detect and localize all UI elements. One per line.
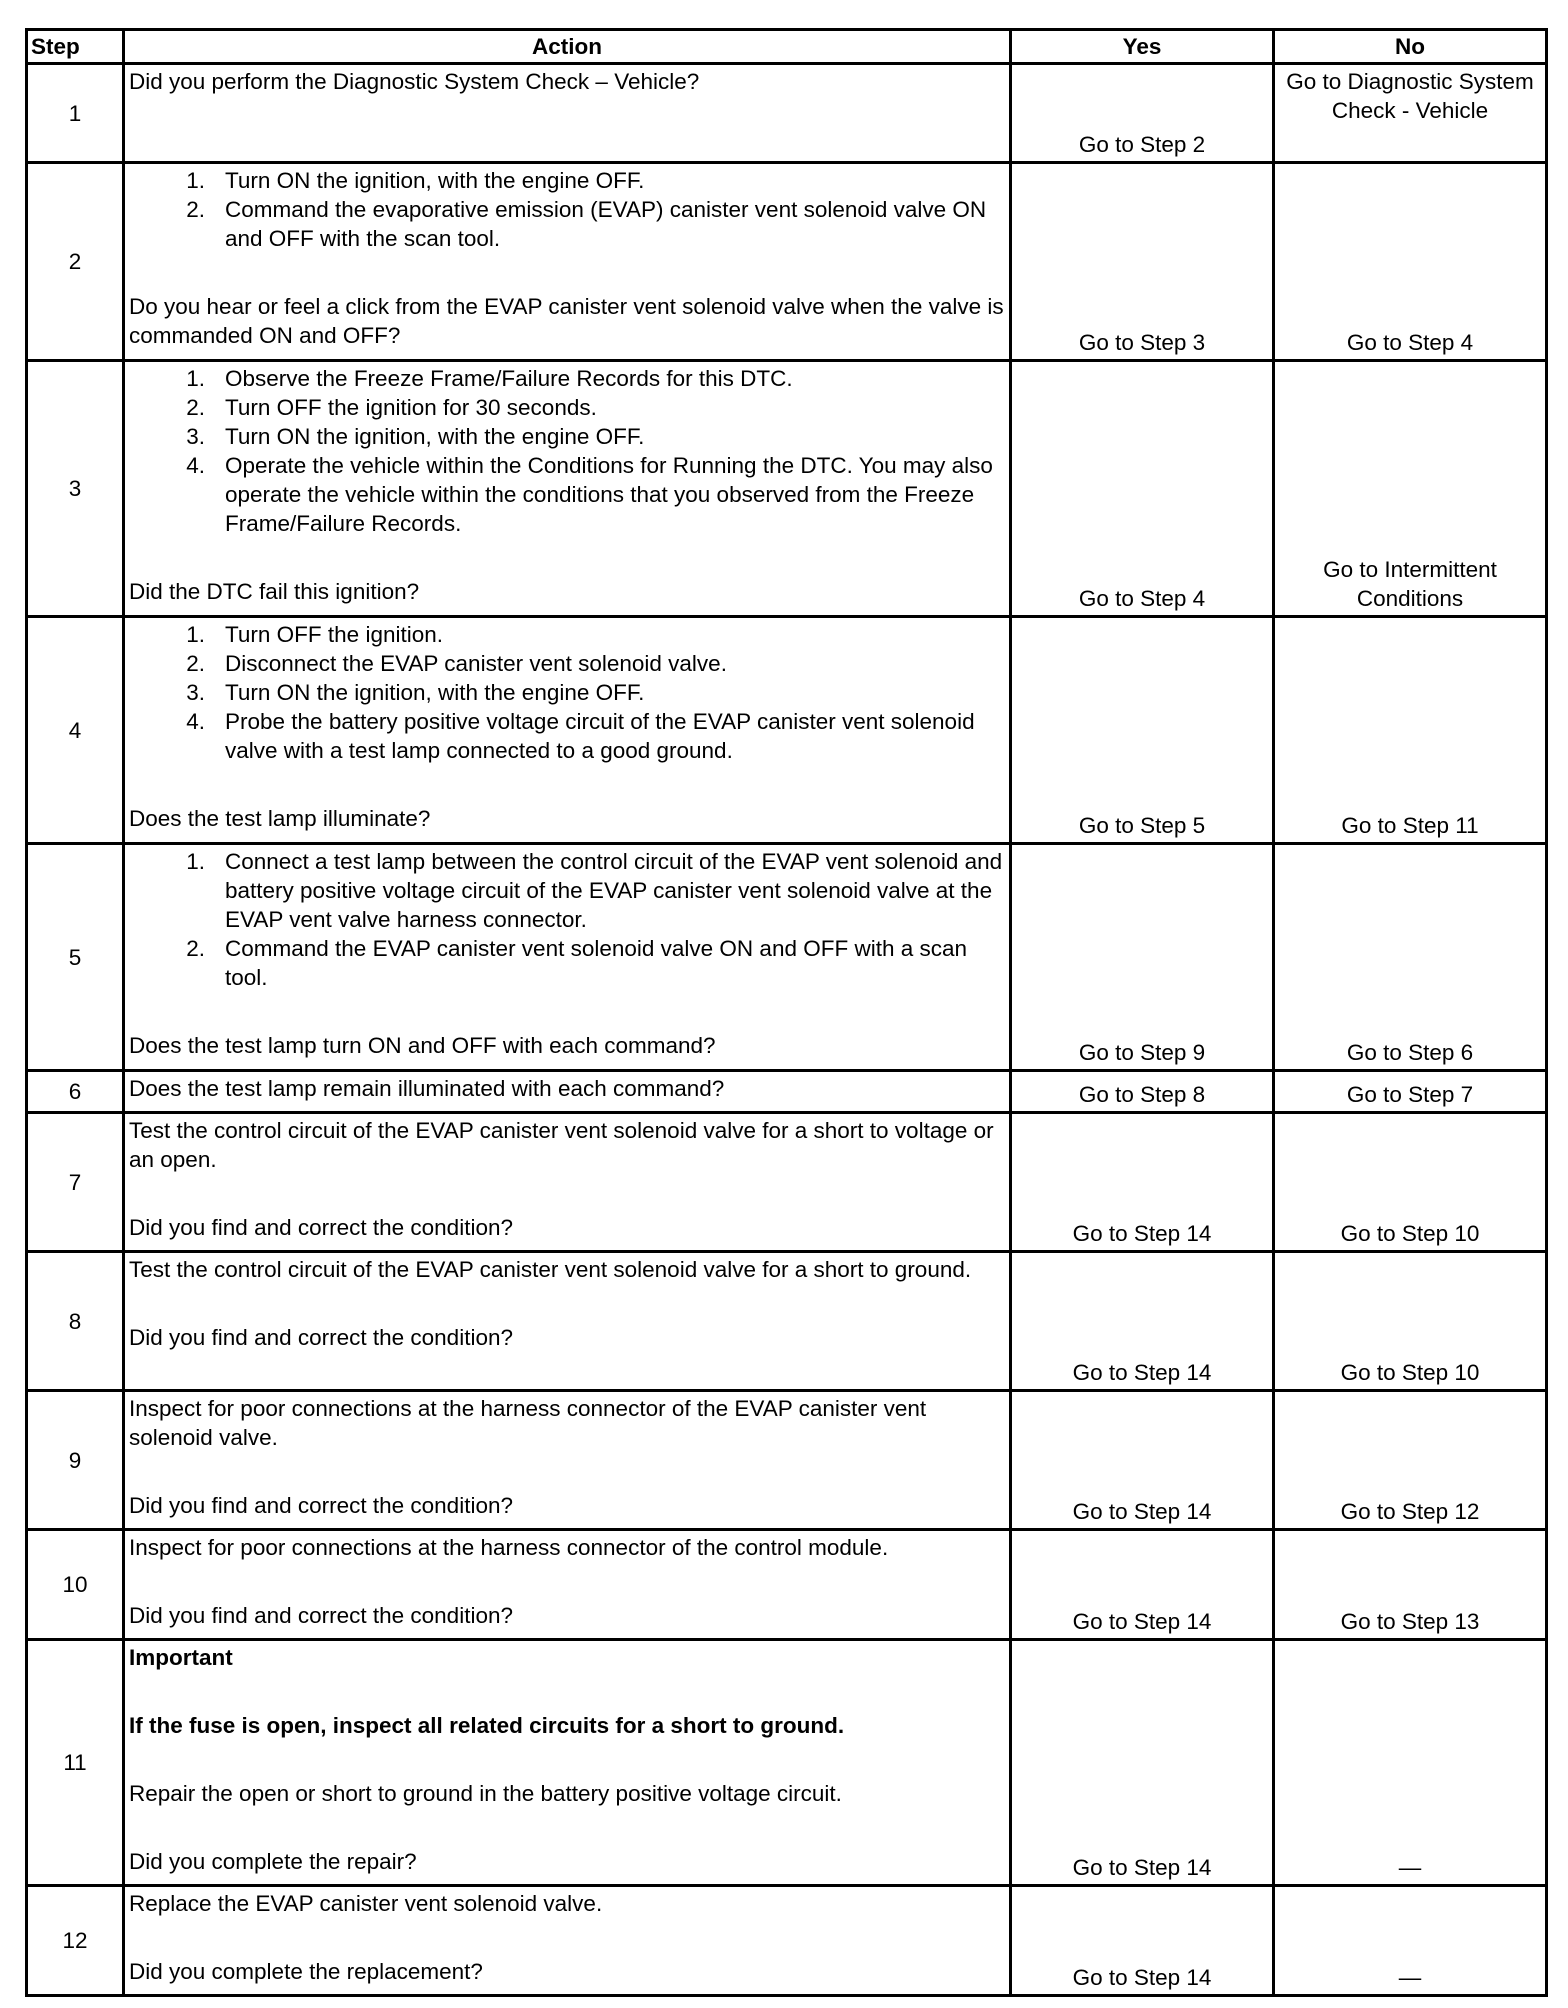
no-cell: Go to Step 7 — [1274, 1071, 1547, 1113]
yes-cell: Go to Step 14 — [1011, 1252, 1274, 1391]
list-item: 2. Disconnect the EVAP canister vent solenoid valve. — [186, 651, 727, 676]
list-item: 4. Probe the battery positive voltage circuit of the EVAP canister vent solenoid valve with a test lamp connected to a good ground. — [186, 709, 975, 763]
step-number: 7 — [27, 1113, 124, 1252]
action-cell — [124, 1071, 1011, 1113]
table-row — [27, 844, 1547, 1071]
yes-cell: Go to Step 3 — [1011, 163, 1274, 361]
no-cell: Go to Intermittent Conditions — [1274, 361, 1547, 617]
yes-cell: Go to Step 14 — [1011, 1113, 1274, 1252]
important-title: Important — [129, 1645, 233, 1670]
spacer — [129, 1808, 1005, 1847]
action-cell — [124, 1391, 1011, 1530]
action-cell — [124, 844, 1011, 1071]
action-cell — [124, 1530, 1011, 1640]
list-item: 2. Command the EVAP canister vent solenoid valve ON and OFF with a scan tool. — [186, 936, 968, 990]
table-row — [27, 1391, 1547, 1530]
action-question: Does the test lamp illuminate? — [129, 806, 431, 831]
yes-cell: Go to Step 14 — [1011, 1391, 1274, 1530]
list-item: 2. Turn OFF the ignition for 30 seconds. — [186, 395, 597, 420]
table-row — [27, 1071, 1547, 1113]
yes-cell: Go to Step 5 — [1011, 617, 1274, 844]
action-question: Did the DTC fail this ignition? — [129, 579, 420, 604]
no-cell: — — [1274, 1886, 1547, 1996]
step-number: 2 — [27, 163, 124, 361]
action-cell — [124, 1886, 1011, 1996]
action-question: Does the test lamp turn ON and OFF with each command? — [129, 1033, 716, 1058]
table-row — [27, 163, 1547, 361]
table-row — [27, 1640, 1547, 1886]
no-cell: Go to Step 10 — [1274, 1113, 1547, 1252]
action-text: Inspect for poor connections at the harness connector of the EVAP canister vent solenoid valve. — [129, 1396, 927, 1450]
list-item: 1. Turn OFF the ignition. — [186, 622, 444, 647]
yes-cell: Go to Step 9 — [1011, 844, 1274, 1071]
yes-cell: Go to Step 8 — [1011, 1071, 1274, 1113]
header-action: Action — [124, 30, 1011, 64]
spacer — [129, 1740, 1005, 1779]
action-question: Did you complete the replacement? — [129, 1959, 483, 1984]
action-text: Inspect for poor connections at the harness connector of the control module. — [129, 1535, 889, 1560]
header-step: Step — [27, 30, 124, 64]
list-item: 2. Command the evaporative emission (EVAP) canister vent solenoid valve ON and OFF with the scan tool. — [186, 197, 987, 251]
step-number: 3 — [27, 361, 124, 617]
no-cell: Go to Step 12 — [1274, 1391, 1547, 1530]
step-number: 11 — [27, 1640, 124, 1886]
no-cell: Go to Step 10 — [1274, 1252, 1547, 1391]
header-yes: Yes — [1011, 30, 1274, 64]
no-cell: Go to Step 6 — [1274, 844, 1547, 1071]
spacer — [129, 992, 1005, 1031]
action-steps-list — [129, 847, 1005, 992]
action-cell — [124, 361, 1011, 617]
yes-cell: Go to Step 4 — [1011, 361, 1274, 617]
action-question: Did you find and correct the condition? — [129, 1325, 513, 1350]
no-cell: — — [1274, 1640, 1547, 1886]
important-text: If the fuse is open, inspect all related circuits for a short to ground. — [129, 1713, 845, 1738]
step-number: 9 — [27, 1391, 124, 1530]
list-item: 3. Turn ON the ignition, with the engine OFF. — [186, 424, 645, 449]
action-cell — [124, 64, 1011, 163]
step-number: 5 — [27, 844, 124, 1071]
spacer — [129, 1452, 1005, 1491]
yes-cell: Go to Step 2 — [1011, 64, 1274, 163]
action-steps-list — [129, 364, 1005, 538]
spacer — [129, 1562, 1005, 1601]
yes-cell: Go to Step 14 — [1011, 1640, 1274, 1886]
table-row — [27, 64, 1547, 163]
yes-cell: Go to Step 14 — [1011, 1530, 1274, 1640]
action-cell — [124, 617, 1011, 844]
step-number: 4 — [27, 617, 124, 844]
action-text: Repair the open or short to ground in the battery positive voltage circuit. — [129, 1781, 842, 1806]
action-cell — [124, 1252, 1011, 1391]
list-item: 3. Turn ON the ignition, with the engine OFF. — [186, 680, 645, 705]
spacer — [129, 1174, 1005, 1213]
table-row — [27, 1530, 1547, 1640]
header-no: No — [1274, 30, 1547, 64]
table-row — [27, 361, 1547, 617]
diagnostic-table — [25, 28, 1548, 1997]
table-row — [27, 617, 1547, 844]
spacer — [129, 765, 1005, 804]
spacer — [129, 253, 1005, 292]
no-cell: Go to Step 13 — [1274, 1530, 1547, 1640]
step-number: 1 — [27, 64, 124, 163]
list-item: 1. Turn ON the ignition, with the engine OFF. — [186, 168, 645, 193]
table-row — [27, 1252, 1547, 1391]
action-steps-list — [129, 166, 1005, 253]
action-cell — [124, 1640, 1011, 1886]
list-item: 1. Connect a test lamp between the control circuit of the EVAP vent solenoid and battery positive voltage circuit of the EVAP canister vent solenoid valve at the EVAP vent valve harness connector. — [186, 849, 1003, 932]
action-steps-list — [129, 620, 1005, 765]
no-cell: Go to Diagnostic System Check - Vehicle — [1274, 64, 1547, 163]
action-question: Did you find and correct the condition? — [129, 1603, 513, 1628]
action-question: Does the test lamp remain illuminated with each command? — [129, 1076, 725, 1101]
action-question: Did you find and correct the condition? — [129, 1215, 513, 1240]
diagnostic-table-sheet — [25, 28, 1545, 1997]
spacer — [129, 1284, 1005, 1323]
step-number: 12 — [27, 1886, 124, 1996]
step-number: 10 — [27, 1530, 124, 1640]
list-item: 1. Observe the Freeze Frame/Failure Records for this DTC. — [186, 366, 793, 391]
action-text: Test the control circuit of the EVAP canister vent solenoid valve for a short to ground. — [129, 1257, 972, 1282]
step-number: 8 — [27, 1252, 124, 1391]
step-number: 6 — [27, 1071, 124, 1113]
table-header-row — [27, 30, 1547, 64]
table-row — [27, 1886, 1547, 1996]
table-row — [27, 1113, 1547, 1252]
spacer — [129, 1672, 1005, 1711]
action-question: Did you complete the repair? — [129, 1849, 417, 1874]
action-question: Did you find and correct the condition? — [129, 1493, 513, 1518]
action-text: Replace the EVAP canister vent solenoid valve. — [129, 1891, 603, 1916]
spacer — [129, 1918, 1005, 1957]
action-cell — [124, 1113, 1011, 1252]
spacer — [129, 538, 1005, 577]
action-question: Do you hear or feel a click from the EVAP canister vent solenoid valve when the valve is commanded ON and OFF? — [129, 294, 1004, 348]
list-item: 4. Operate the vehicle within the Conditions for Running the DTC. You may also operate the vehicle within the conditions that you observed from the Freeze Frame/Failure Records. — [186, 453, 993, 536]
no-cell: Go to Step 4 — [1274, 163, 1547, 361]
action-question: Did you perform the Diagnostic System Check – Vehicle? — [129, 69, 700, 94]
action-text: Test the control circuit of the EVAP canister vent solenoid valve for a short to voltage or an open. — [129, 1118, 994, 1172]
yes-cell: Go to Step 14 — [1011, 1886, 1274, 1996]
no-cell: Go to Step 11 — [1274, 617, 1547, 844]
action-cell — [124, 163, 1011, 361]
